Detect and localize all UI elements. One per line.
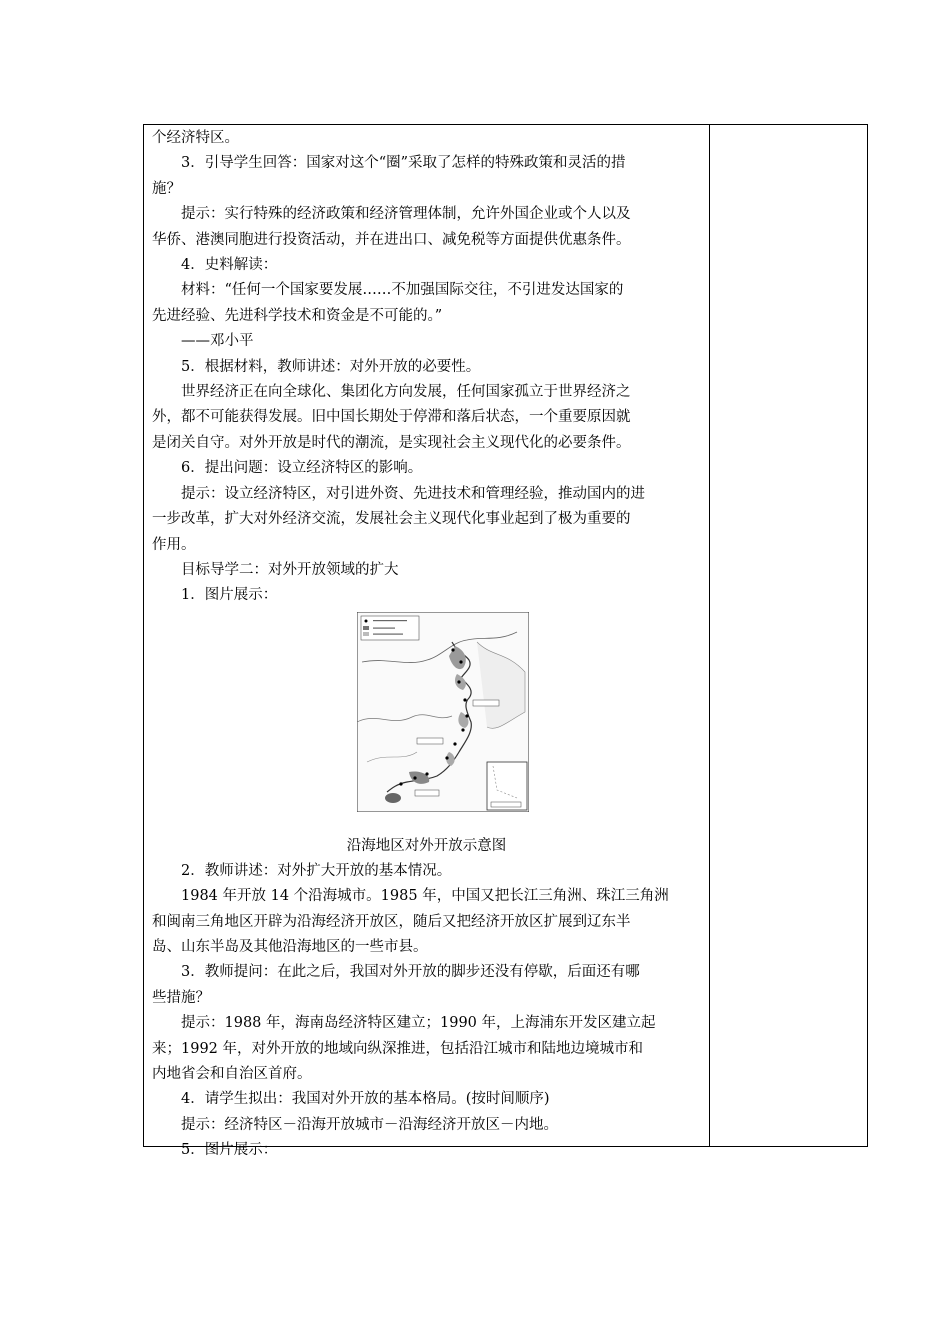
text-line: ——邓小平 (181, 333, 254, 350)
text-line: 和闽南三角地区开辟为沿海经济开放区，随后又把经济开放区扩展到辽东半 (152, 913, 631, 930)
paragraph-block-top (152, 126, 701, 609)
text-line: 内地省会和自治区首府。 (152, 1065, 312, 1082)
text-line: 1984 年开放 14 个沿海城市。1985 年，中国又把长江三角洲、珠江三角洲 (181, 888, 669, 905)
text-line: 先进经验、先进科学技术和资金是不可能的。” (152, 307, 443, 324)
text-line: 个经济特区。 (152, 130, 239, 146)
text-line: 外，都不可能获得发展。旧中国长期处于停滞和落后状态，一个重要原因就 (152, 409, 631, 426)
text-line: 3．教师提问：在此之后，我国对外开放的脚步还没有停歇，后面还有哪 (181, 964, 640, 981)
text-line: 些措施？ (152, 989, 210, 1006)
coastal-opening-map (357, 612, 529, 812)
text-line: 提示：1988 年，海南岛经济特区建立；1990 年，上海浦东开发区建立起 (181, 1015, 656, 1032)
main-content-cell (144, 125, 709, 1159)
text-line: 华侨、港澳同胞进行投资活动，并在进出口、减免税等方面提供优惠条件。 (152, 231, 631, 248)
text-line: 岛、山东半岛及其他沿海地区的一些市县。 (152, 938, 428, 955)
text-line: 施？ (152, 180, 181, 197)
text-line: 目标导学二：对外开放领域的扩大 (181, 561, 399, 578)
text-line: 是闭关自守。对外开放是时代的潮流，是实现社会主义现代化的必要条件。 (152, 434, 631, 451)
text-line: 4．请学生拟出：我国对外开放的基本格局。(按时间顺序) (181, 1091, 550, 1108)
text-line: 作用。 (152, 536, 196, 553)
lesson-table (143, 124, 868, 1159)
figure (152, 609, 701, 834)
text-line: 提示：设立经济特区，对引进外资、先进技术和管理经验，推动国内的进 (181, 485, 645, 502)
text-line: 6．提出问题：设立经济特区的影响。 (181, 460, 423, 477)
south-sea-inset (487, 762, 527, 810)
text-line: 2．教师讲述：对外扩大开放的基本情况。 (181, 862, 452, 879)
text-line: 提示：经济特区－沿海开放城市－沿海经济开放区－内地。 (181, 1116, 558, 1133)
text-line: 4．史料解读： (181, 257, 278, 274)
text-line: 3．引导学生回答：国家对这个“圈”采取了怎样的特殊政策和灵活的措 (181, 155, 626, 172)
text-line: 5．根据材料，教师讲述：对外开放的必要性。 (181, 358, 481, 375)
text-line: 来；1992 年，对外开放的地域向纵深推进，包括沿江城市和陆地边境城市和 (152, 1040, 644, 1057)
column-divider (709, 125, 710, 1146)
text-line: 世界经济正在向全球化、集团化方向发展，任何国家孤立于世界经济之 (181, 384, 631, 401)
paragraph-block-bottom (152, 859, 701, 1164)
text-line: 5．图片展示： (181, 1142, 278, 1159)
figure-caption: 沿海地区对外开放示意图 (346, 837, 507, 854)
text-line: 一步改革，扩大对外经济交流，发展社会主义现代化事业起到了极为重要的 (152, 511, 631, 528)
text-line: 材料：“任何一个国家要发展……不加强国际交往，不引进发达国家的 (181, 282, 624, 299)
text-line: 提示：实行特殊的经济政策和经济管理体制，允许外国企业或个人以及 (181, 206, 631, 223)
map-legend (361, 616, 419, 640)
text-line: 1．图片展示： (181, 587, 278, 604)
